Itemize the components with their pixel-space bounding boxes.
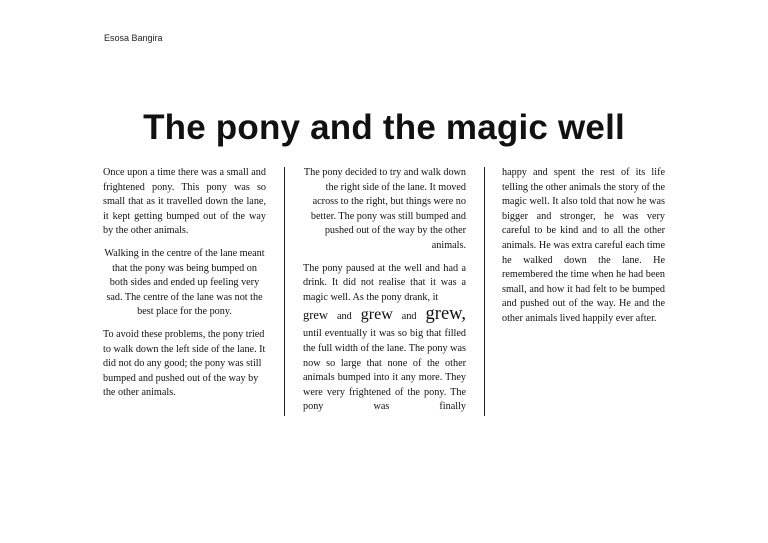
and-word-2: and bbox=[401, 311, 417, 323]
column-2 bbox=[303, 166, 466, 415]
column-2-paragraph-2-end: until eventually it was so big that filled the full width of the lane. The pony was now so large that none of the other animals bumped into it any more. They were very frightened of the pony. The pony was finally bbox=[303, 328, 466, 413]
column-3 bbox=[502, 166, 665, 335]
and-word-1: and bbox=[337, 311, 352, 323]
column-2-paragraph-2-start: The pony paused at the well and had a drink. It did not realise that it was a magic well. As the pony drank, it bbox=[303, 262, 466, 303]
grow-word-3: grew, bbox=[425, 304, 466, 325]
column-1-paragraph-2: Walking in the centre of the lane meant that the pony was being bumped on both sides and ended up feeling very sad. The centre of the lane was not the best place for the pony. bbox=[104, 247, 265, 318]
column-divider-1 bbox=[284, 167, 285, 416]
grow-word-2: grew bbox=[360, 306, 393, 324]
column-3-paragraph-1: happy and spent the rest of its life telling the other animals the story of the magic well. It also told that now he was bigger and stronger, he was very careful to be kind and to all the other animals. He was extra careful each time he walked down the lane. He remembered the time when he had been small, and how it had felt to be bumped and pushed out of the way. He and the other animals lived happily ever after. bbox=[502, 167, 665, 324]
column-1-paragraph-3: To avoid these problems, the pony tried to walk down the left side of the lane. It did not do any good; the pony was still bumped and pushed out of the way by the other animals. bbox=[103, 328, 266, 399]
column-1 bbox=[103, 166, 266, 409]
story-title: The pony and the magic well bbox=[143, 108, 625, 147]
column-1-paragraph-1: Once upon a time there was a small and frightened pony. This pony was so small that as it travelled down the lane, it kept getting bumped out of the way by the other animals. bbox=[103, 167, 266, 237]
column-divider-2 bbox=[484, 167, 485, 416]
column-2-paragraph-1: The pony decided to try and walk down the right side of the lane. It moved across to the right, but things were no better. The pony was still bumped and pushed out of the way by the other animals. bbox=[303, 167, 466, 251]
grow-word-1: grew bbox=[303, 308, 328, 323]
column-2-paragraph-2 bbox=[303, 262, 466, 415]
grow-line bbox=[303, 304, 466, 327]
author-name: Esosa Bangira bbox=[104, 33, 163, 43]
